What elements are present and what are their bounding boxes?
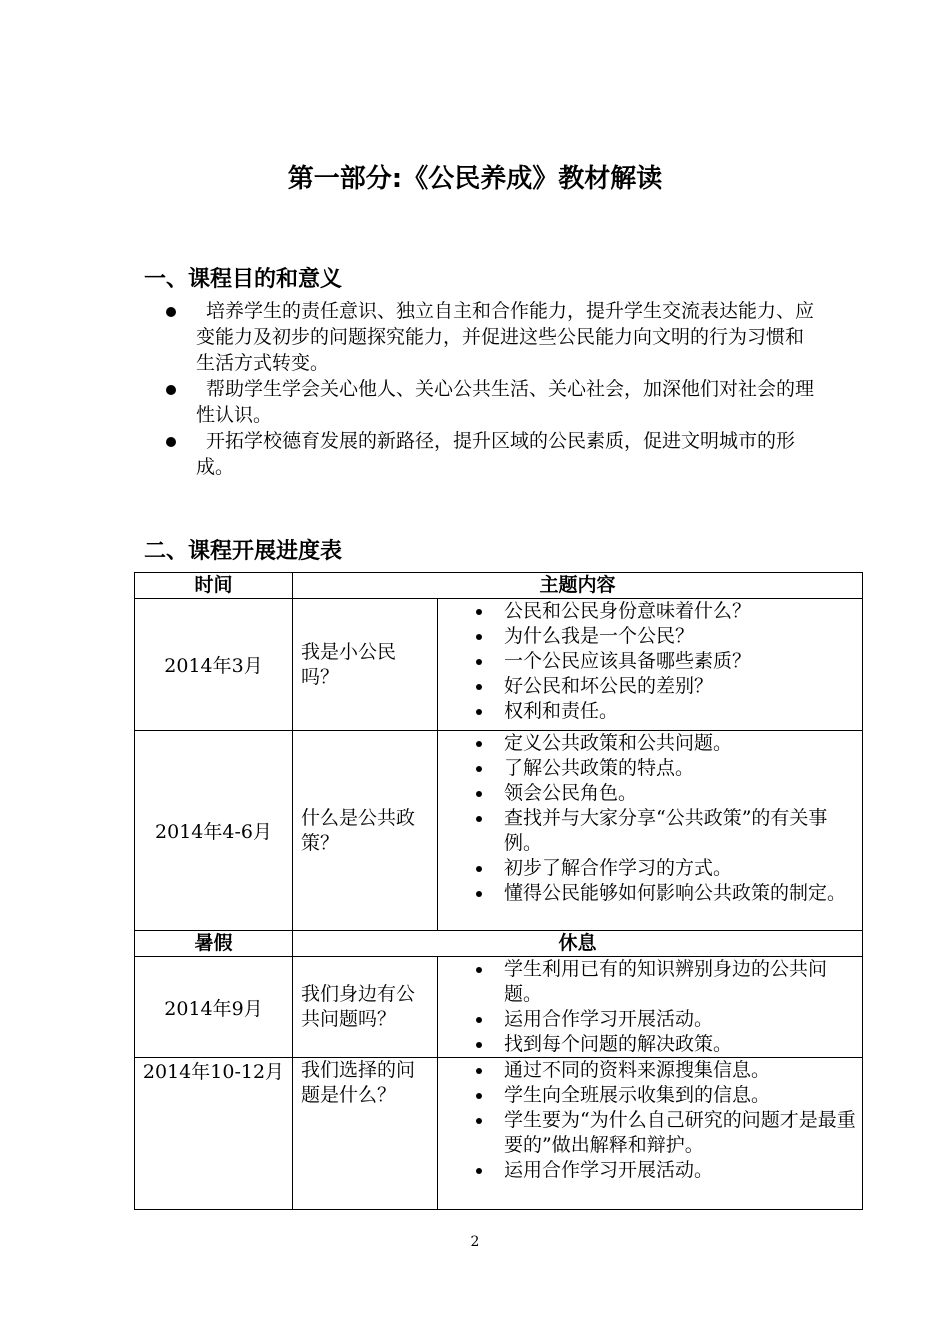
date-cell: 2014年3月 [135, 599, 293, 731]
list-item: 查找并与大家分享“公共政策”的有关事例。 [504, 806, 856, 856]
list-item: 领会公民角色。 [504, 781, 856, 806]
break-label: 暑假 [135, 931, 293, 957]
theme-cell: 什么是公共政策？ [293, 731, 438, 931]
list-item: 学生要为“为什么自己研究的问题才是最重要的”做出解释和辩护。 [504, 1109, 856, 1156]
break-row [135, 931, 863, 957]
list-item: 培养学生的责任意识、独立自主和合作能力，提升学生交流表达能力、应变能力及初步的问题探究能力，并促进这些公民能力向文明的行为习惯和生活方式转变。 [160, 298, 820, 376]
page-title: 第一部分:《公民养成》教材解读 [287, 164, 663, 194]
items-cell [438, 957, 863, 1058]
list-item: 初步了解合作学习的方式。 [504, 856, 856, 881]
list-item: 帮助学生学会关心他人、关心公共生活、关心社会，加深他们对社会的理性认识。 [160, 376, 820, 428]
list-item: 好公民和坏公民的差别？ [504, 674, 856, 699]
bullet-icon [166, 385, 176, 395]
list-item: 学生利用已有的知识辨别身边的公共问题。 [504, 957, 856, 1007]
list-item: 了解公共政策的特点。 [504, 756, 856, 781]
table-row [135, 1058, 863, 1210]
theme-cell: 我们选择的问题是什么？ [293, 1058, 438, 1210]
list-item: 学生向全班展示收集到的信息。 [504, 1083, 856, 1108]
list-item: 一个公民应该具备哪些素质？ [504, 649, 856, 674]
bullet-icon [166, 437, 176, 447]
theme-cell: 我们身边有公共问题吗？ [293, 957, 438, 1058]
list-item: 为什么我是一个公民？ [504, 624, 856, 649]
list-item: 公民和公民身份意味着什么？ [504, 599, 856, 624]
column-header-time: 时间 [135, 573, 293, 599]
section-heading-purpose: 一、课程目的和意义 [144, 267, 343, 292]
list-item: 开拓学校德育发展的新路径，提升区域的公民素质，促进文明城市的形成。 [160, 428, 820, 480]
list-item: 运用合作学习开展活动。 [504, 1158, 856, 1183]
list-item: 懂得公民能够如何影响公共政策的制定。 [504, 881, 856, 906]
items-cell [438, 731, 863, 931]
table-row [135, 731, 863, 931]
date-cell: 2014年9月 [135, 957, 293, 1058]
bullet-icon [166, 307, 176, 317]
schedule-table [134, 572, 863, 1210]
items-cell [438, 599, 863, 731]
page-number: 2 [470, 1234, 480, 1250]
date-cell: 2014年4-6月 [135, 731, 293, 931]
theme-cell: 我是小公民吗？ [293, 599, 438, 731]
column-header-content: 主题内容 [293, 573, 863, 599]
section-heading-schedule: 二、课程开展进度表 [144, 539, 343, 564]
table-header-row [135, 573, 863, 599]
items-cell [438, 1058, 863, 1210]
purpose-list [160, 298, 820, 480]
break-content: 休息 [293, 931, 863, 957]
table-row [135, 957, 863, 1058]
list-item: 运用合作学习开展活动。 [504, 1007, 856, 1032]
list-item: 定义公共政策和公共问题。 [504, 731, 856, 756]
list-item: 通过不同的资料来源搜集信息。 [504, 1058, 856, 1083]
list-item: 权利和责任。 [504, 699, 856, 724]
date-cell: 2014年10-12月 [135, 1058, 293, 1210]
list-item: 找到每个问题的解决政策。 [504, 1032, 856, 1057]
table-row [135, 599, 863, 731]
